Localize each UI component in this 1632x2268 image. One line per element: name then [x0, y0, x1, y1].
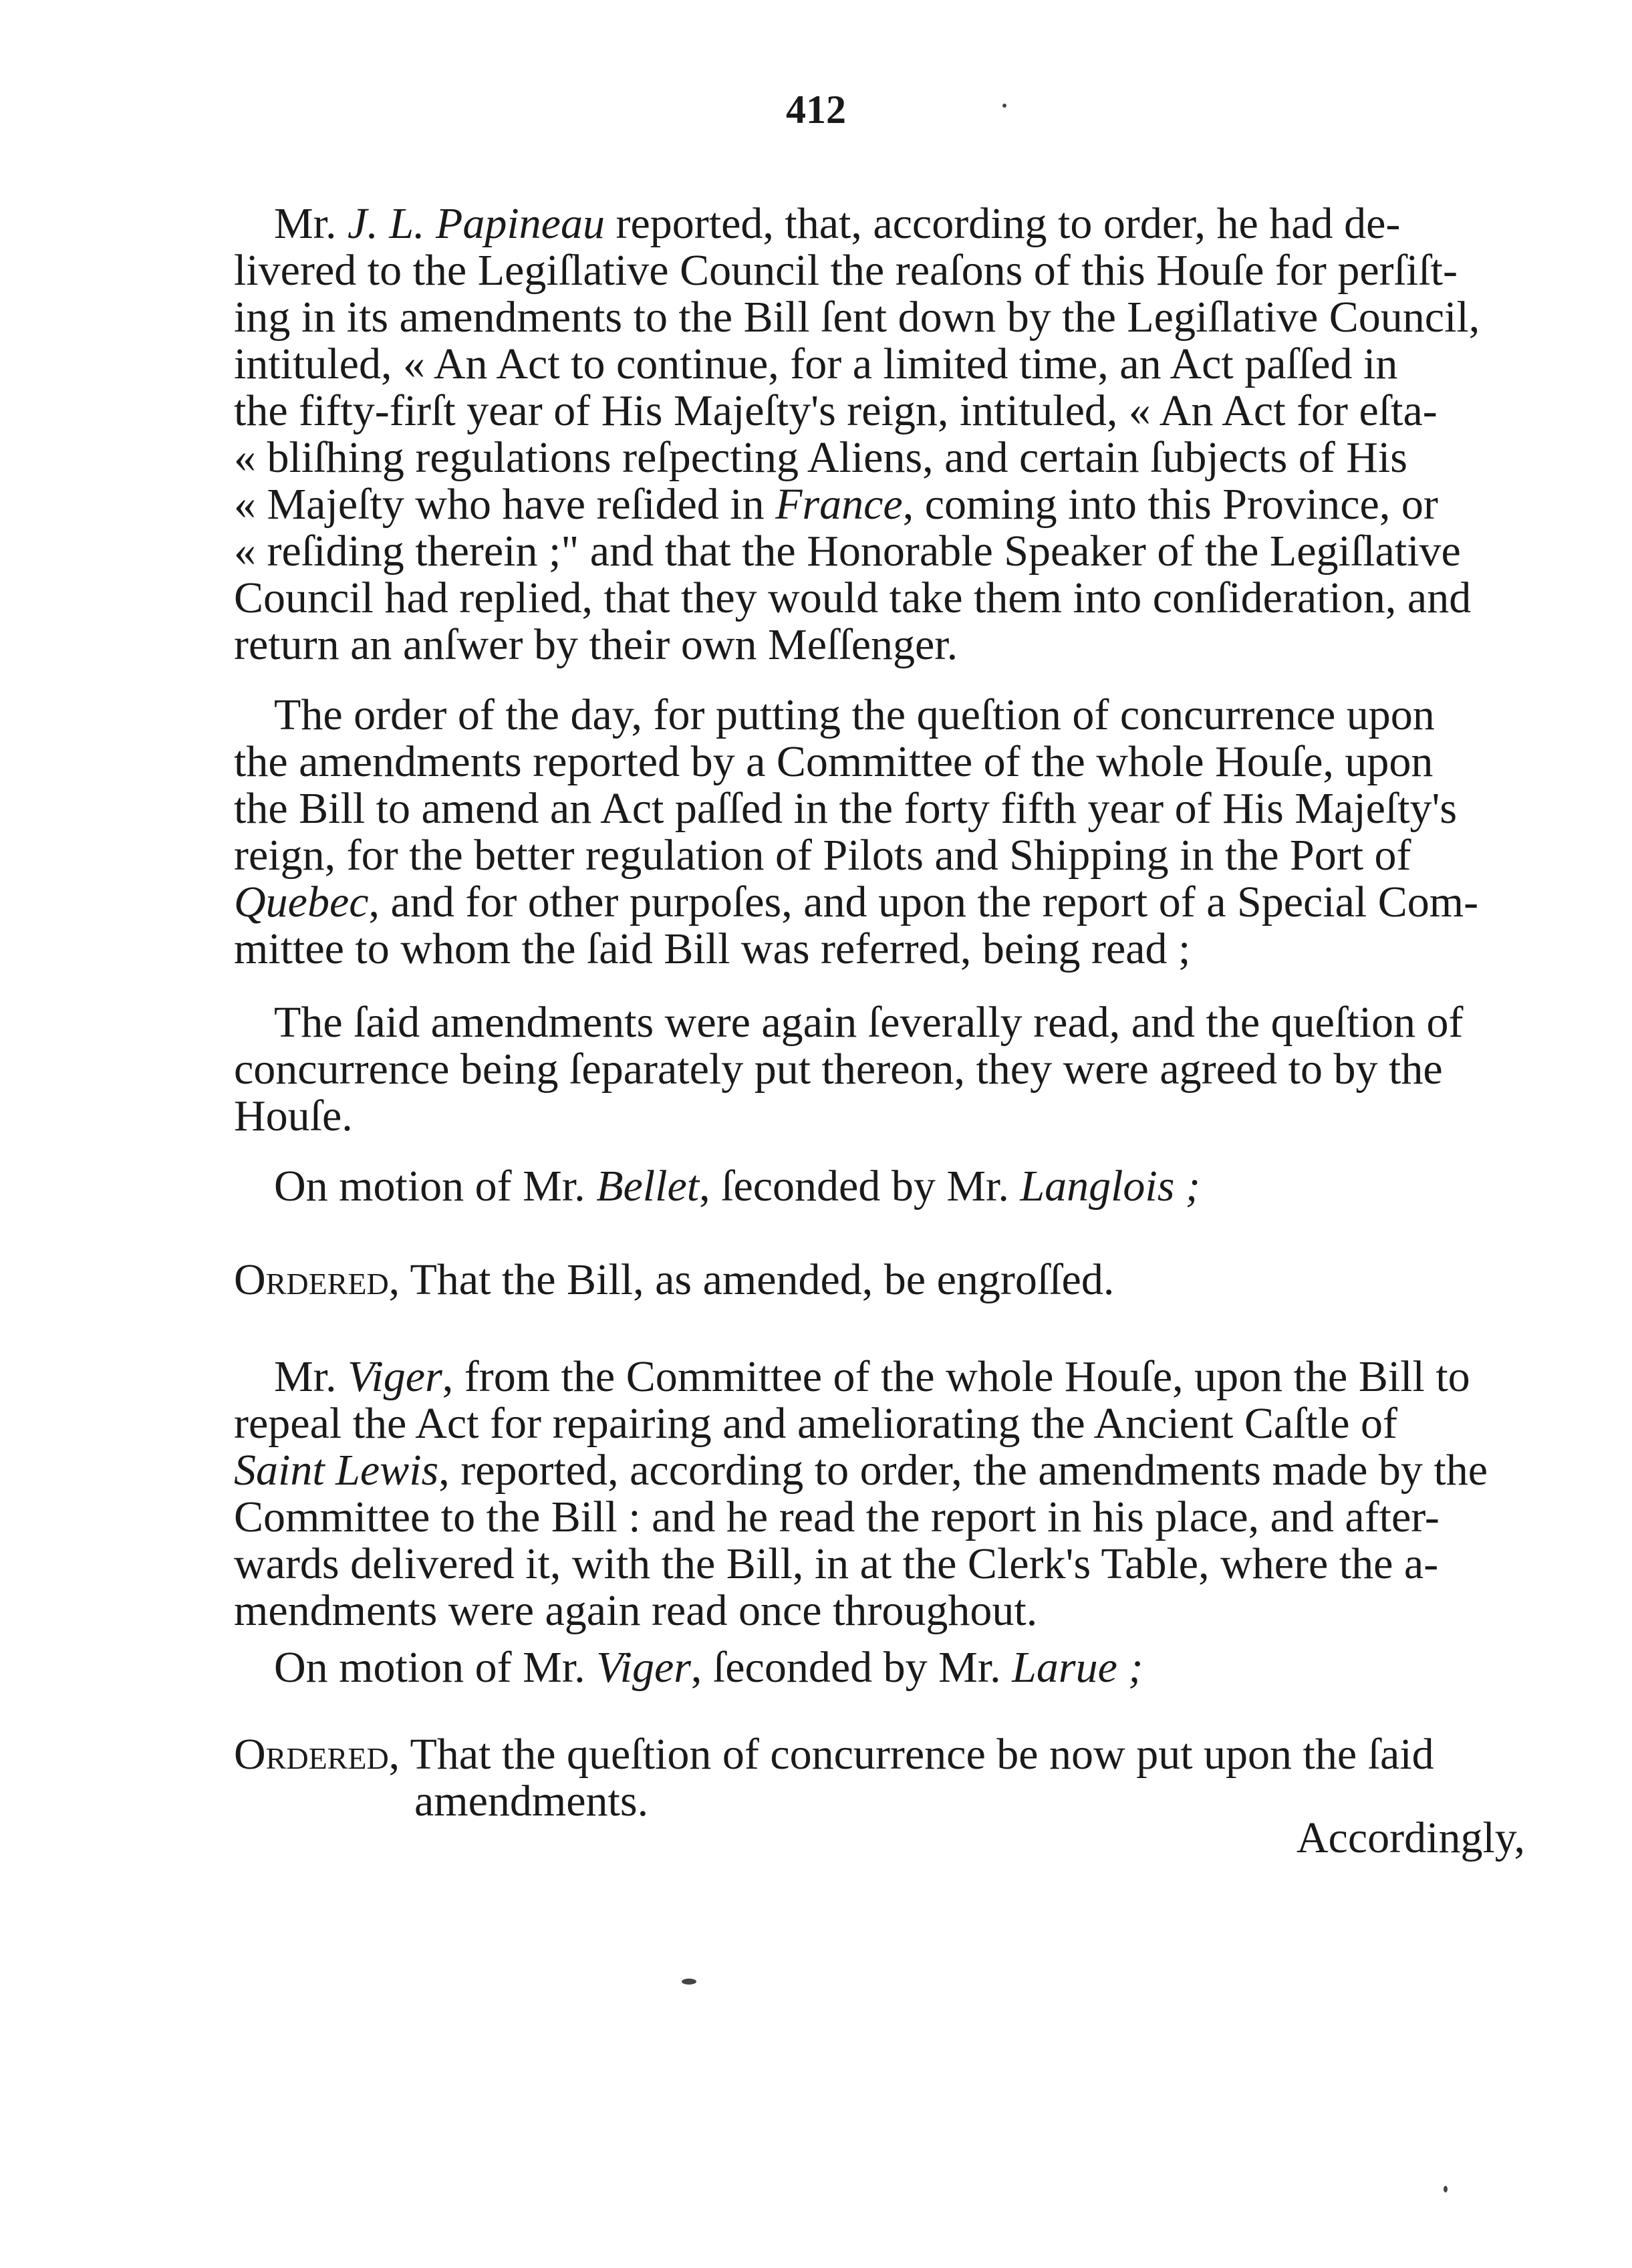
paragraph-ordered-engrossed: Ordered, That the Bill, as amended, be engroſſed.: [234, 1255, 1115, 1304]
paragraph-amendments-agreed: The ſaid amendments were again ſeverally read, and the queſtion of concurrence being ſeparately put thereon, they were agreed to by the Houſe.: [234, 998, 1464, 1140]
ink-speck: [682, 1979, 696, 1985]
ink-speck: [1002, 104, 1006, 108]
paragraph-motion-viger: On motion of Mr. Viger, ſeconded by Mr. Larue ;: [274, 1643, 1143, 1692]
ink-speck: [1444, 2186, 1448, 2192]
paragraph-ordered-question: Ordered, That the queſtion of concurrence be now put upon the ſaid amendments.: [234, 1730, 1434, 1825]
paragraph-papineau-report: Mr. J. L. Papineau reported, that, according to order, he had de- livered to the Legiſlative Council the reaſons of this Houſe for perſiſt- ing in its amendments to the Bill ſent down by the Legiſlative Council, intituled, « An Act to continue, for a limited time, an Act paſſed in the fifty-firſt year of His Majeſty's reign, intituled, « An Act for eſta- « bliſhing regulations reſpecting Aliens, and certain ſubjects of His « Majeſty who have reſided in France, coming into this Province, or « reſiding therein ;" and that the Honorable Speaker of the Legiſlative Council had replied, that they would take them into conſideration, and return an anſwer by their own Meſſenger.: [234, 199, 1480, 669]
paragraph-motion-bellet: On motion of Mr. Bellet, ſeconded by Mr. Langlois ;: [274, 1162, 1200, 1211]
paragraph-viger-report: Mr. Viger, from the Committee of the whole Houſe, upon the Bill to repeal the Act for repairing and ameliorating the Ancient Caſtle of Saint Lewis, reported, according to order, the amendments made by the Committee to the Bill : and he read the report in his place, and after- wards delivered it, with the Bill, in at the Clerk's Table, where the a- mendments were again read once throughout.: [234, 1352, 1488, 1635]
catchword: Accordingly,: [1296, 1813, 1525, 1862]
paragraph-order-of-day: The order of the day, for putting the queſtion of concurrence upon the amendments reported by a Committee of the whole Houſe, upon the Bill to amend an Act paſſed in the forty fifth year of His Majeſty's reign, for the better regulation of Pilots and Shipping in the Port of Quebec, and for other purpoſes, and upon the report of a Special Com- mittee to whom the ſaid Bill was referred, being read ;: [234, 690, 1479, 973]
page-number: 412: [786, 88, 846, 132]
